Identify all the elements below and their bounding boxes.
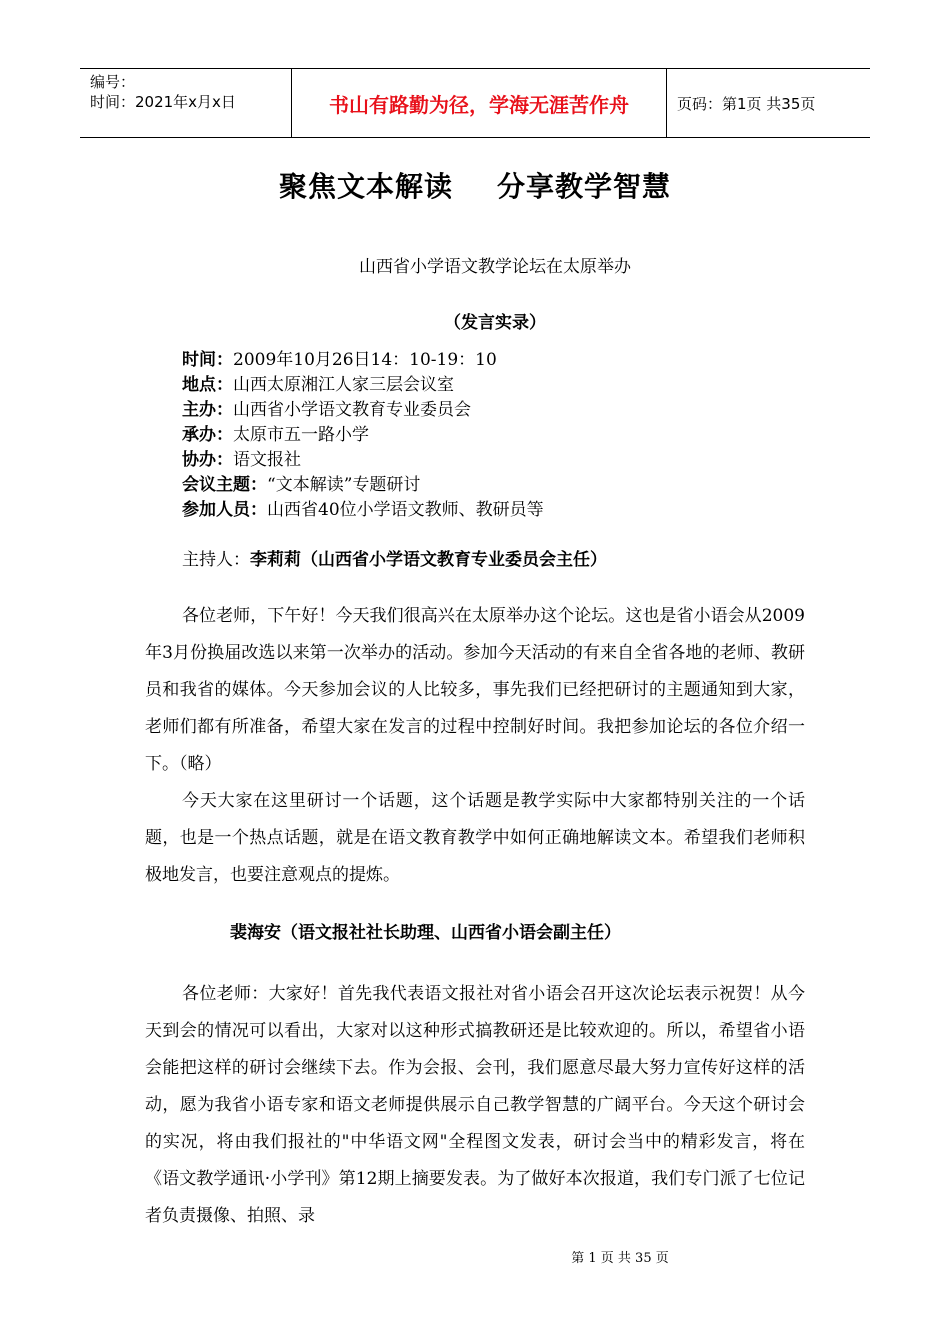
info-row-participants: 参加人员：山西省40位小学语文教师、教研员等 — [182, 500, 544, 520]
host-label: 主持人： — [182, 550, 250, 570]
header-motto — [292, 69, 667, 137]
number-label: 编号： — [90, 73, 136, 91]
title-part1: 聚焦文本解读 — [278, 170, 453, 203]
header-page-info — [667, 69, 815, 137]
info-row-co-organizer: 协办：语文报社 — [182, 450, 301, 470]
document-subtitle: 山西省小学语文教学论坛在太原举办 — [359, 257, 631, 277]
info-row-location: 地点：山西太原湘江人家三层会议室 — [182, 375, 454, 395]
header-table — [80, 68, 870, 138]
info-row-organizer: 主办：山西省小学语文教育专业委员会 — [182, 400, 471, 420]
title-part2: 分享教学智慧 — [497, 170, 672, 203]
page-footer: 第 1 页 共 35 页 — [571, 1251, 669, 1266]
motto-text: 书山有路勤为径，学海无涯苦作舟 — [329, 92, 629, 117]
host-line — [182, 545, 607, 570]
paragraph: 各位老师：大家好！首先我代表语文报社对省小语会召开这次论坛表示祝贺！从今天到会的情况可以看出，大家对以这种形式搞教研还是比较欢迎的。所以，希望省小语会能把这样的研讨会继续下去。作为会报、会刊，我们愿意尽最大努力宣传好这样的活动，愿为我省小语专家和语文老师提供展示自己教学智慧的广阔平台。今天这个研讨会的实况，将由我们报社的"中华语文网"全程图文发表，研讨会当中的精彩发言，将在《语文教学通讯·小学刊》第12期上摘要发表。为了做好本次报道，我们专门派了七位记者负责摄像、拍照、录 — [145, 984, 805, 1226]
info-row-host-org: 承办：太原市五一路小学 — [182, 425, 369, 445]
info-row-time: 时间：2009年10月26日14：10-19：10 — [182, 350, 497, 370]
speech-record-label: （发言实录） — [444, 313, 546, 333]
date-label: 时间：2021年x月x日 — [90, 93, 236, 111]
header-meta — [80, 69, 292, 137]
document-title — [0, 165, 950, 205]
info-row-theme: 会议主题：“文本解读”专题研讨 — [182, 475, 421, 495]
meeting-info — [182, 348, 544, 523]
page-info-text: 页码：第1页 共35页 — [677, 94, 816, 113]
paragraph: 今天大家在这里研讨一个话题，这个话题是教学实际中大家都特别关注的一个话题，也是一个热点话题，就是在语文教育教学中如何正确地解读文本。希望我们老师积极地发言，也要注意观点的提炼。 — [145, 791, 805, 885]
paragraph: 各位老师，下午好！今天我们很高兴在太原举办这个论坛。这也是省小语会从2009年3月份换届改选以来第一次举办的活动。参加今天活动的有来自全省各地的老师、教研员和我省的媒体。今天参加会议的人比较多，事先我们已经把研讨的主题通知到大家，老师们都有所准备，希望大家在发言的过程中控制好时间。我把参加论坛的各位介绍一下。（略） — [145, 606, 805, 774]
speaker-heading: 裴海安（语文报社社长助理、山西省小语会副主任） — [230, 923, 621, 943]
host-name: 李莉莉（山西省小学语文教育专业委员会主任） — [250, 550, 607, 570]
